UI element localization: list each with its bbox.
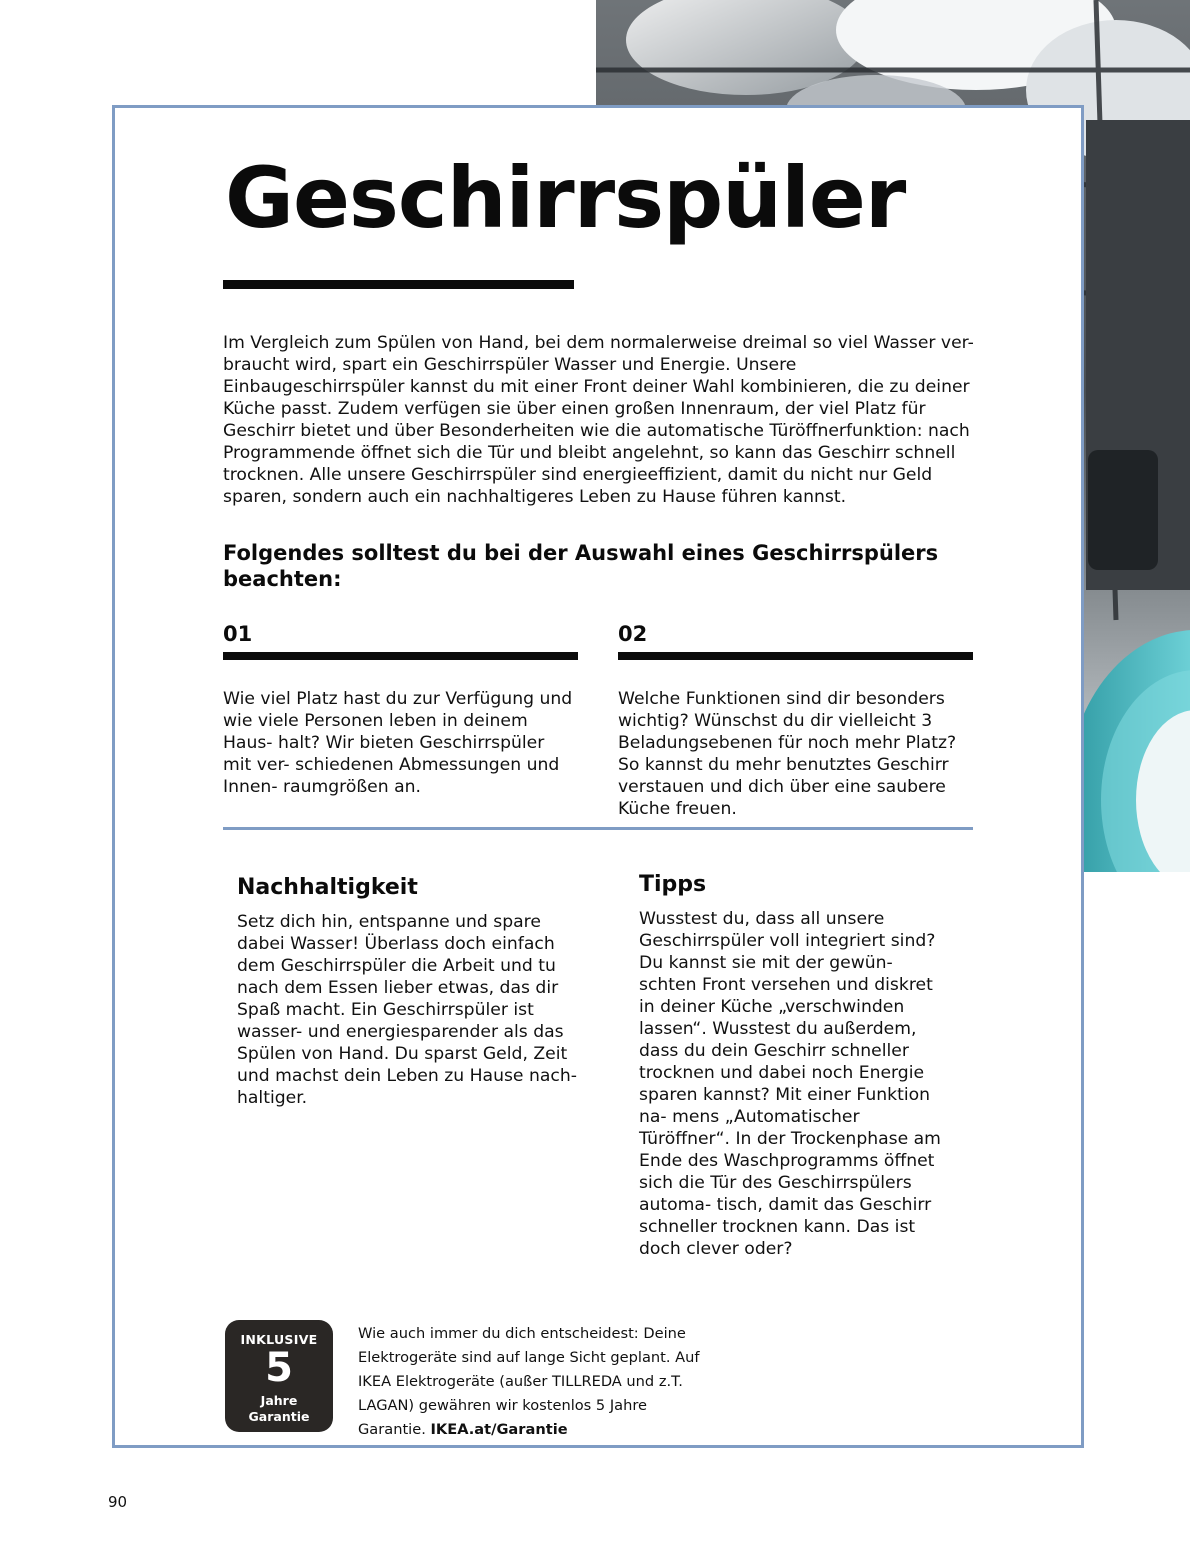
- tip-text-01: Wie viel Platz hast du zur Verfügung und wie viele Personen leben in deinem Haus- halt? Wir bieten Geschirrspüler mit ver- schiedenen Abmessungen und Innen- raumgrößen an.: [223, 689, 573, 797]
- section-divider: [223, 827, 973, 830]
- page-number: 90: [108, 1493, 128, 1511]
- tip-number-02: 02: [618, 622, 648, 646]
- intro-paragraph: Im Vergleich zum Spülen von Hand, bei dem normalerweise dreimal so viel Wasser ver- braucht wird, spart ein Geschirrspüler Wasser und Energie. Unsere Einbaugeschirrspüler kannst du mit einer Front deiner Wahl kombinieren, die zu deiner Küche passt. Zudem verfügen sie über einen großen Innenraum, der viel Platz für Geschirr bietet und über Besonderheiten wie die automatische Türöffnerfunktion: nach Programmende öffnet sich die Tür und bleibt angelehnt, so kann das Geschirr schnell trocknen. Alle unsere Geschirrspüler sind energieeffizient, damit du nicht nur Geld sparen, sondern auch ein nachhaltigeres Leben zu Hause führen kannst.: [223, 333, 974, 507]
- warranty-body: Wie auch immer du dich entscheidest: Deine Elektrogeräte sind auf lange Sicht geplant. Auf IKEA Elektrogeräte (außer TILLREDA und z.T. LAGAN) gewähren wir kostenlos 5 Jahre Garantie.: [358, 1325, 700, 1438]
- page-title: Geschirrspüler: [225, 149, 906, 247]
- content-panel: [112, 105, 1084, 1448]
- warranty-link[interactable]: IKEA.at/Garantie: [430, 1421, 568, 1438]
- badge-top-label: INKLUSIVE: [240, 1332, 318, 1347]
- tipps-heading: Tipps: [639, 872, 707, 897]
- selection-subheading: Folgendes solltest du bei der Auswahl eines Geschirrspülers beachten:: [223, 541, 939, 591]
- badge-line-2: Garantie: [248, 1409, 310, 1424]
- tip-rule-02: [618, 652, 973, 660]
- tip-number-01: 01: [223, 622, 253, 646]
- warranty-badge: [225, 1320, 333, 1432]
- sustainability-text: Setz dich hin, entspanne und spare dabei Wasser! Überlass doch einfach dem Geschirrspüler die Arbeit und tu nach dem Essen lieber etwas, das dir Spaß macht. Ein Geschirrspüler ist wasser- und energiesparender als das Spülen von Hand. Du sparst Geld, Zeit und machst dein Leben zu Hause nach- haltiger.: [237, 912, 577, 1108]
- badge-line-1: Jahre: [260, 1393, 298, 1408]
- tipps-text: Wusstest du, dass all unsere Geschirrspüler voll integriert sind? Du kannst sie mit der gewün- schten Front versehen und diskret in deiner Küche „verschwinden lassen“. Wusstest du außerdem, dass du dein Geschirr schneller trocknen und dabei noch Energie sparen kannst? Mit einer Funktion na- mens „Automatischer Türöffner“. In der Trockenphase am Ende des Waschprogramms öffnet sich die Tür des Geschirrspülers automa- tisch, damit das Geschirr schneller trocknen kann. Das ist doch clever oder?: [639, 909, 941, 1259]
- warranty-text: [358, 1322, 718, 1442]
- title-underline: [223, 280, 574, 289]
- tip-rule-01: [223, 652, 578, 660]
- sustainability-heading: Nachhaltigkeit: [237, 875, 418, 900]
- tip-text-02: Welche Funktionen sind dir besonders wichtig? Wünschst du dir vielleicht 3 Beladungsebenen für noch mehr Platz? So kannst du mehr benutztes Geschirr verstauen und dich über eine saubere Küche freuen.: [618, 689, 957, 819]
- badge-years-number: 5: [265, 1345, 293, 1391]
